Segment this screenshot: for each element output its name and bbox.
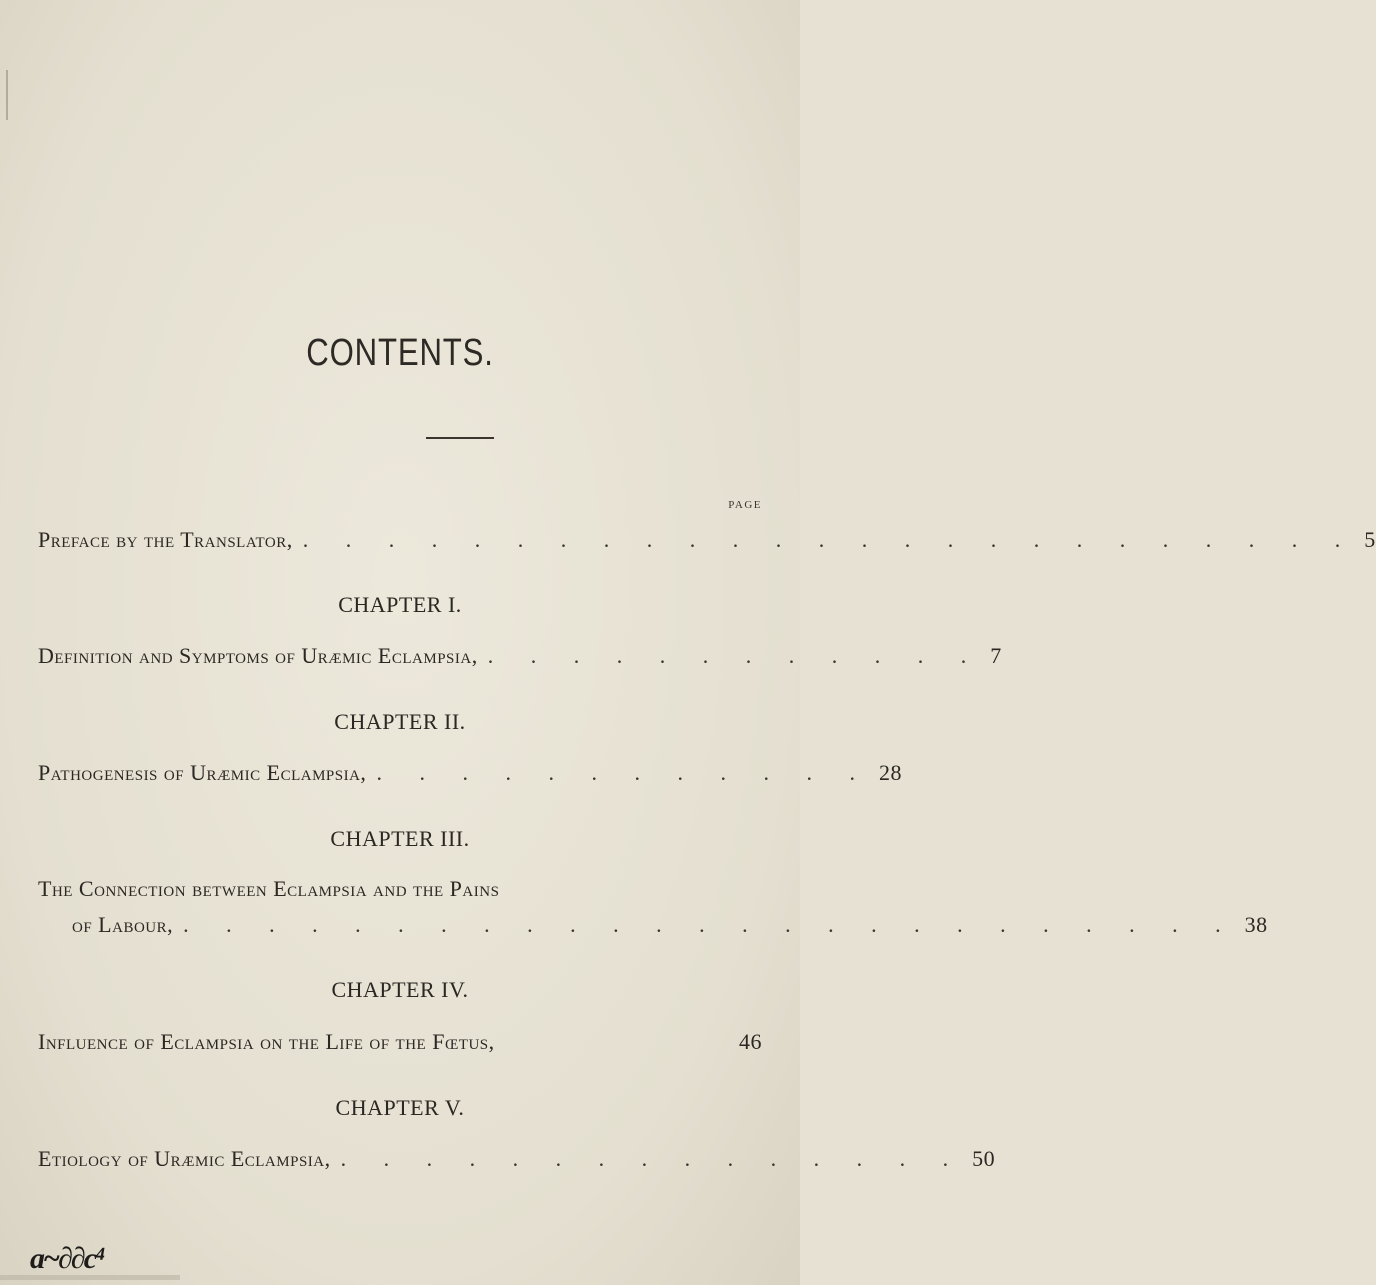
page-edge-mark — [6, 70, 8, 120]
toc-entry-preface — [38, 527, 1376, 553]
toc-entry-chapter-2 — [38, 760, 902, 786]
library-stamp: a~∂∂c⁴ — [30, 1242, 104, 1275]
toc-entry-text: Influence of Eclampsia on the Life of the Fœtus, — [38, 1029, 495, 1054]
toc-page-number: 38 — [1244, 912, 1268, 937]
toc-entry-chapter-3 — [72, 912, 1268, 938]
dot-leader: . . . . . . . . . . . . . . . — [340, 1146, 965, 1171]
toc-entry-text: Definition and Symptoms of Uræmic Eclampsia, — [38, 643, 478, 668]
toc-entry-chapter-4 — [38, 1029, 762, 1055]
page-bottom-edge — [0, 1275, 180, 1280]
toc-entry-chapter-1 — [38, 643, 1002, 669]
toc-entry-text: Pathogenesis of Uræmic Eclampsia, — [38, 760, 367, 785]
chapter-heading-4: CHAPTER IV. — [331, 977, 469, 1002]
dot-leader: . . . . . . . . . . . . . . . . . . . . . . . . . — [302, 527, 1357, 552]
chapter-heading-3: CHAPTER III. — [330, 826, 470, 851]
chapter-heading-1: CHAPTER I. — [338, 592, 462, 617]
title-rule — [426, 437, 494, 439]
toc-page-number: 50 — [972, 1146, 996, 1171]
chapter-heading-5: CHAPTER V. — [335, 1095, 465, 1120]
dot-leader: . . . . . . . . . . . . . . . . . . . . . . . . . — [183, 912, 1237, 937]
chapter-heading-2: CHAPTER II. — [334, 709, 466, 734]
toc-entry-chapter-3-line1: The Connection between Eclampsia and the Pains — [38, 876, 500, 901]
dot-leader: . . . . . . . . . . . . — [376, 760, 871, 785]
toc-page-number: 5 — [1364, 527, 1376, 552]
toc-page-number: 46 — [739, 1029, 762, 1054]
toc-entry-text: Etiology of Uræmic Eclampsia, — [38, 1146, 331, 1171]
toc-entry-text: Preface by the Translator, — [38, 527, 293, 552]
toc-entry-text: of Labour, — [72, 912, 174, 937]
toc-page-number: 7 — [990, 643, 1002, 668]
contents-title: CONTENTS. — [306, 332, 494, 374]
dot-leader: . . . . . . . . . . . . — [487, 643, 983, 668]
toc-page-number: 28 — [878, 760, 902, 785]
page-column-label: PAGE — [728, 499, 762, 511]
toc-entry-chapter-5 — [38, 1146, 996, 1172]
